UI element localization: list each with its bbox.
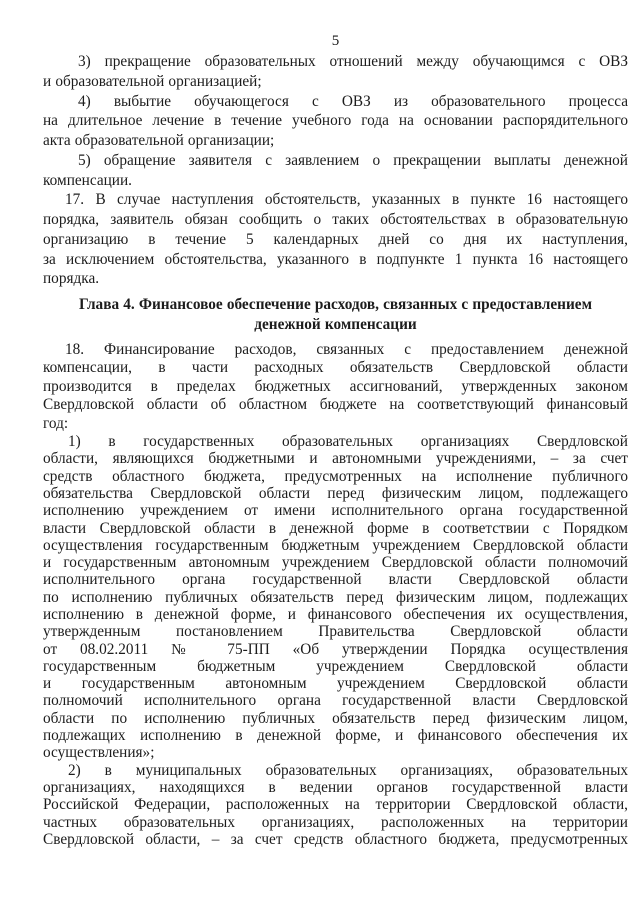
text-line: производится в пределах бюджетных ассигнований, утвержденных законом xyxy=(43,377,628,395)
text-line: порядка, заявитель обязан сообщить о таких обстоятельствах в образовательную xyxy=(43,211,628,228)
paragraph xyxy=(43,762,628,848)
text-line: и государственным автономным учреждением Свердловской области xyxy=(43,675,628,693)
text-line: денежной компенсации xyxy=(254,315,417,333)
text-line: исполнительного органа государственной власти Свердловской области xyxy=(43,571,628,589)
text-line: Глава 4. Финансовое обеспечение расходов, связанных с предоставлением xyxy=(78,296,593,313)
text-line: и образовательной организацией; xyxy=(43,72,262,90)
paragraph xyxy=(43,433,628,762)
text-line: 18. Финансирование расходов, связанных с предоставлением денежной xyxy=(65,341,628,358)
text-line: Российской Федерации, расположенных на территории Свердловской области, xyxy=(43,796,628,814)
text-line: от 08.02.2011 № 75-ПП «Об утверждении Порядка осуществления xyxy=(43,640,628,658)
text-line: осуществления государственным бюджетным учреждением Свердловской области xyxy=(43,536,628,554)
text-line: области, являющихся бюджетными и автономными учреждениями, – за счет xyxy=(43,450,628,468)
text-line: Свердловской области, – за счет средств областного бюджета, предусмотренных xyxy=(43,830,628,848)
text-line: организациях, находящихся в ведении органов государственной власти xyxy=(43,778,628,796)
text-line: частных образовательных организациях, расположенных на территории xyxy=(43,813,628,831)
text-line: за исключением обстоятельства, указанного в подпункте 1 пункта 16 настоящего xyxy=(43,250,628,268)
text-line: 17. В случае наступления обстоятельств, указанных в пункте 16 настоящего xyxy=(65,191,628,209)
text-line: средств областного бюджета, предусмотренных на исполнение публичного xyxy=(43,467,628,485)
text-line: 5) обращение заявителя с заявлением о прекращении выплаты денежной xyxy=(78,151,628,169)
text-line: осуществления»; xyxy=(43,744,155,762)
text-line: утвержденным постановлением Правительства Свердловской области xyxy=(43,623,628,641)
text-line: подлежащих исполнению в денежной форме, и финансового обеспечения их xyxy=(43,727,628,745)
text-line: 1) в государственных образовательных организациях Свердловской xyxy=(68,433,628,451)
text-line: компенсации, в части расходных обязательств Свердловской области xyxy=(43,359,628,377)
text-line: исполнению в денежной форме, и финансового обеспечения их осуществления, xyxy=(43,606,628,623)
page-number: 5 xyxy=(331,33,340,49)
paragraph xyxy=(43,92,628,151)
text-line: 4) выбытие обучающегося с ОВЗ из образовательного процесса xyxy=(78,92,628,110)
text-line: на длительное лечение в течение учебного года на основании распорядительного xyxy=(43,112,628,130)
paragraph xyxy=(43,341,628,433)
text-line: полномочий исполнительного органа государственной власти Свердловской xyxy=(43,692,628,710)
text-line: Свердловской области об областном бюджете на соответствующий финансовый xyxy=(43,396,628,414)
text-line: государственным бюджетным учреждением Свердловской области xyxy=(43,657,628,675)
paragraph xyxy=(43,190,628,289)
chapter-heading xyxy=(43,295,628,334)
text-line: и государственным автономным учреждением Свердловской области полномочий xyxy=(43,554,628,572)
text-line: компенсации. xyxy=(43,171,133,189)
paragraph xyxy=(43,52,628,92)
text-line: области по исполнению публичных обязательств перед физическим лицом, xyxy=(43,709,628,727)
text-line: 3) прекращение образовательных отношений между обучающимся с ОВЗ xyxy=(78,53,628,70)
text-line: акта образовательной организации; xyxy=(43,132,275,149)
document-body xyxy=(43,52,628,848)
text-line: исполнению учреждением от имени исполнительного органа государственной xyxy=(43,502,628,520)
text-line: власти Свердловской области в денежной форме в соответствии с Порядком xyxy=(43,519,628,537)
text-line: 2) в муниципальных образовательных организациях, образовательных xyxy=(68,761,628,779)
text-line: год: xyxy=(43,414,69,432)
text-line: по исполнению публичных обязательств перед физическим лицом, подлежащих xyxy=(43,588,628,606)
text-line: обязательства Свердловской области перед физическим лицом, подлежащего xyxy=(43,484,628,502)
text-line: порядка. xyxy=(43,270,100,288)
paragraph xyxy=(43,151,628,191)
text-line: организацию в течение 5 календарных дней со дня их наступления, xyxy=(43,230,628,248)
